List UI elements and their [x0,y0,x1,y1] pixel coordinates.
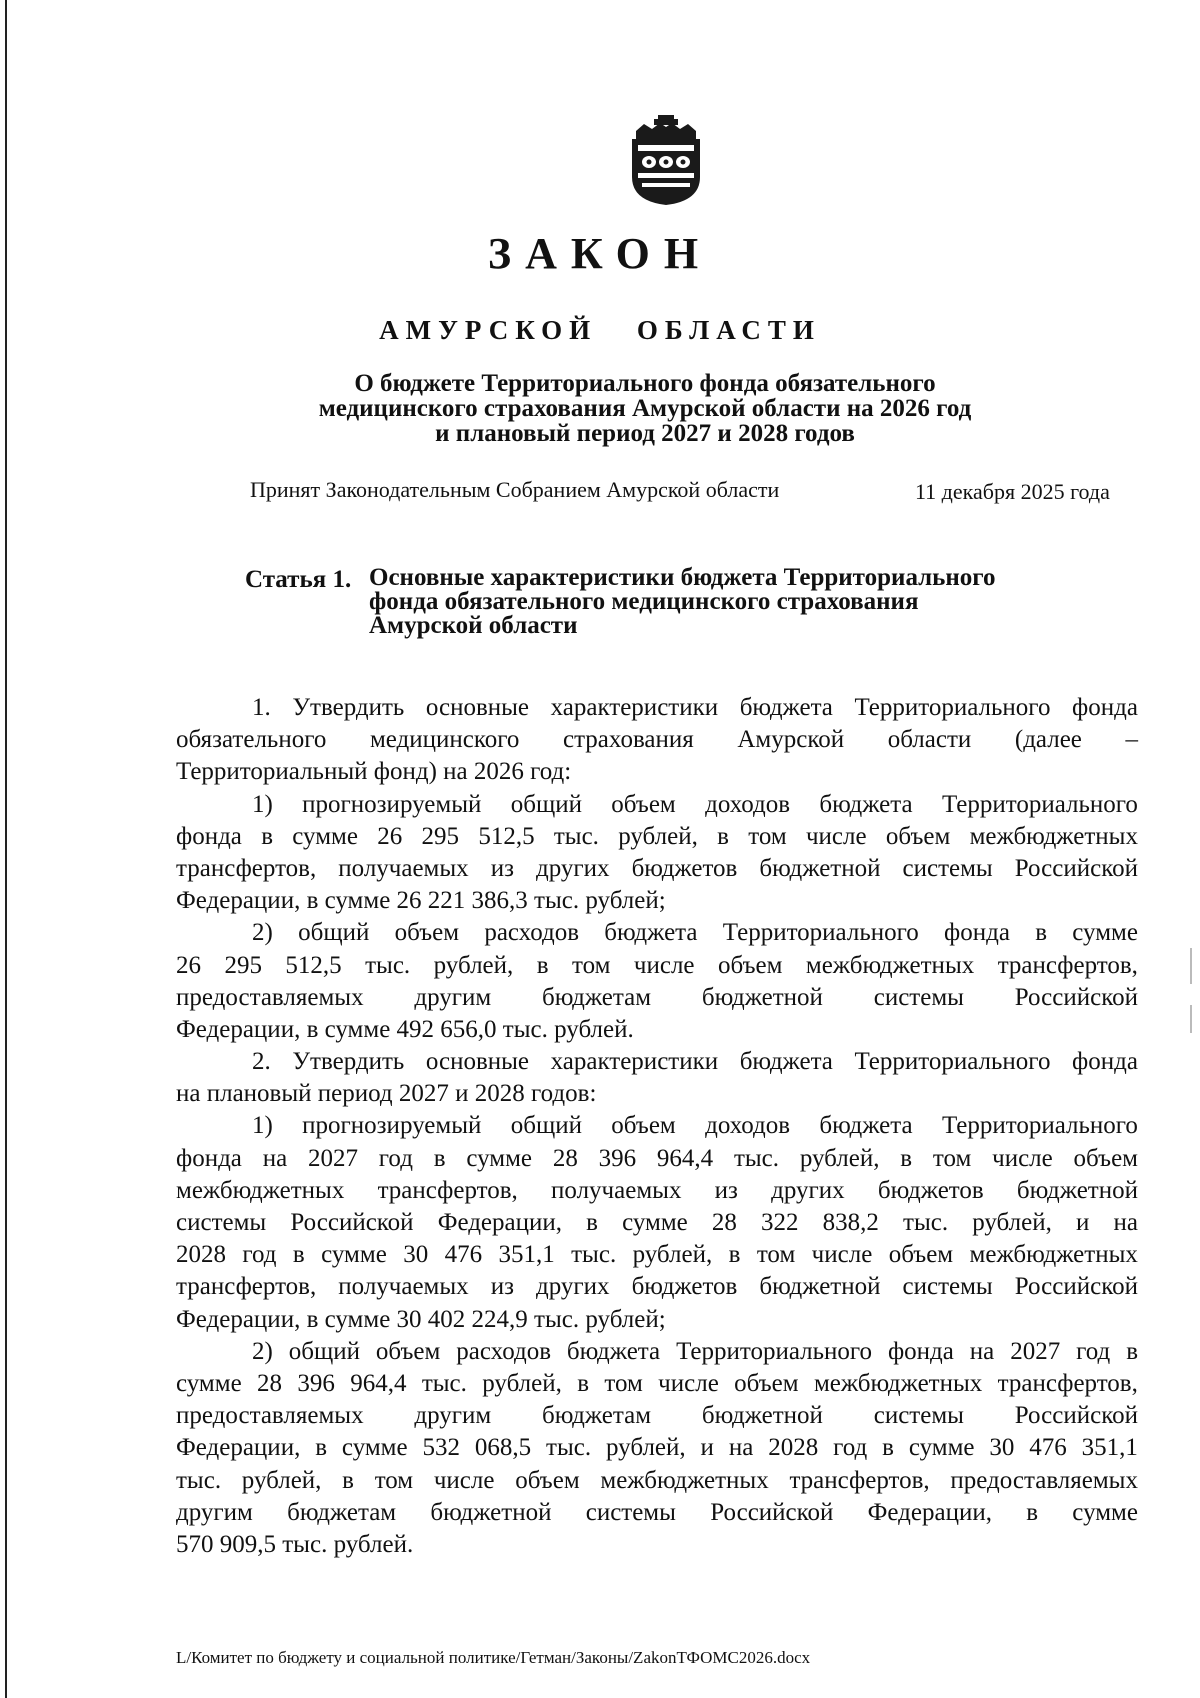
body-word: 838,2 [822,1209,879,1236]
body-line [176,1497,1138,1529]
body-word: бюджета [819,790,913,818]
body-word: бюджетов [631,1273,738,1301]
body-word: тыс. [733,1144,780,1172]
body-word: числе [658,1369,719,1397]
law-title-line: О бюджете Территориального фонда обязательного [354,370,936,397]
body-word: общий [288,1337,360,1365]
body-line [176,950,1138,982]
body-word: и [700,1434,714,1462]
body-word: расходов [456,1337,551,1365]
coat-of-arms-icon [624,115,708,205]
body-word: системы [873,983,964,1011]
body-word: Территориального [941,1112,1138,1140]
body-word: бюджетам [287,1498,397,1526]
body-text: Территориальный фонд) на 2026 год: [176,758,572,786]
article-body [176,692,1138,1561]
body-word: сумме [466,1144,533,1172]
body-word: в [586,1209,598,1236]
body-word: расходов [484,919,580,947]
body-line [176,1014,1138,1046]
body-word: 295 [421,822,460,850]
body-word: объем [394,919,460,947]
body-word: объем [375,1337,441,1365]
body-word: сумме [341,1434,408,1462]
body-word: том [572,951,611,979]
body-line [176,982,1138,1014]
body-word: основные [425,694,530,721]
body-word: в [900,1144,913,1172]
body-line [176,1400,1138,1432]
body-word: 28 [711,1209,737,1236]
body-word: 2) [252,919,273,947]
article-title-line: Основные характеристики бюджета Территориального [369,564,996,591]
document-type: ЗАКОН [487,229,713,278]
body-word: общий [510,1112,582,1140]
law-title-line: и плановый период 2027 и 2028 годов [435,420,855,447]
body-word: Утвердить [292,694,405,721]
body-word: в [577,1369,590,1397]
article-title-line: Амурской области [369,612,578,639]
body-word: межбюджетных [969,822,1138,850]
adopted-date: 11 декабря 2025 года [915,479,1110,504]
body-word: бюджета [604,919,698,947]
body-word: характеристики [550,694,719,721]
body-word: в [315,1434,328,1462]
body-word: 2) [252,1337,273,1365]
body-line [176,1207,1138,1239]
body-word: Территориального [854,694,1051,721]
body-word: Российской [710,1498,834,1526]
body-word: бюджета [566,1337,661,1365]
body-word: бюджетной [430,1498,552,1526]
body-line [176,692,1138,724]
body-word: тыс. [546,1434,592,1462]
body-line [176,1336,1138,1368]
body-word: в [1035,919,1048,947]
body-word: Федерации, [176,1434,301,1462]
body-word: в [536,951,549,979]
body-word: бюджетов [877,1176,984,1204]
body-word: 532 [422,1434,460,1462]
body-line [176,885,1138,917]
article-label: Статья 1. [245,566,352,593]
body-word: 512,5 [478,822,535,850]
body-word: межбюджетных [176,1176,345,1204]
body-word: сумме [1072,919,1138,947]
body-word: сумме [908,1434,975,1462]
body-word: 322 [761,1209,799,1236]
body-word: бюджетам [542,983,652,1011]
body-word: рублей, [241,1466,322,1494]
body-word: Российской [290,1209,414,1236]
body-word: числе [992,1144,1053,1172]
body-word: трансфертов, [176,1273,317,1301]
body-word: на [1113,1209,1138,1236]
body-word: фонда [887,1337,954,1365]
body-line [176,1271,1138,1303]
body-word: бюджета [819,1112,913,1140]
body-word: 512,5 [285,951,342,979]
body-word: получаемых [551,1176,682,1204]
body-word: доходов [705,790,791,818]
body-word: в [342,1466,354,1494]
body-word: (далее [1014,726,1082,754]
body-word: из [490,854,514,882]
body-line [176,789,1138,821]
body-word: сумме [176,1369,242,1397]
body-word: объем [885,822,951,850]
law-title-line: медицинского страхования Амурской области на 2026 год [318,395,972,422]
body-line [176,853,1138,885]
adopted-by: Принят Законодательным Собранием Амурской области [250,477,780,502]
body-line [176,1529,1138,1561]
body-word: трансфертов, [377,1176,518,1204]
body-word: 28 [257,1369,283,1397]
body-word: доходов [705,1112,791,1140]
body-word: прогнозируемый [302,1112,482,1140]
body-word: 2. [252,1048,271,1076]
body-line [176,1143,1138,1175]
body-word: в [1126,1337,1138,1365]
body-word: 1. [252,694,271,721]
body-word: получаемых [338,854,469,882]
body-word: Территориального [854,1048,1051,1076]
body-word: бюджетной [701,983,823,1011]
body-word: Территориального [941,790,1138,818]
body-word: 068,5 [474,1434,532,1462]
body-word: тыс. [903,1209,949,1236]
body-word: тыс. [176,1466,222,1494]
body-line [176,1175,1138,1207]
body-word: в [1026,1498,1039,1526]
body-line [176,821,1138,853]
body-word: том [604,1369,643,1397]
body-word: системы [176,1209,267,1236]
body-word: год [1076,1337,1111,1365]
body-line [176,724,1138,756]
body-word: в [261,822,273,850]
body-text: Федерации, в сумме 492 656,0 тыс. рублей. [176,1015,634,1043]
body-word: из [490,1273,514,1301]
body-word: тыс. [365,951,411,979]
body-word: Российской [1014,854,1138,882]
article-title-line: фонда обязательного медицинского страхования [369,588,919,615]
body-word: 2027 [307,1144,358,1172]
body-word: сумме [321,1241,387,1269]
body-word: бюджета [739,1048,833,1076]
body-word: 2027 [1010,1337,1061,1365]
body-word: межбюджетных [600,1466,769,1494]
body-word: другим [414,1402,492,1430]
body-word: 476 [1029,1434,1067,1462]
body-word: предоставляемых [176,1402,364,1430]
body-word: характеристики [550,1048,719,1076]
body-word: получаемых [338,1273,469,1301]
body-word: тыс. [571,1241,617,1269]
body-word: 351,1 [1081,1434,1138,1462]
body-word: сумме [622,1209,688,1236]
body-word: год [378,1144,413,1172]
body-word: в [728,1241,741,1269]
body-word: – [1125,726,1138,754]
body-word: бюджета [739,694,833,721]
file-path-footer: L/Комитет по бюджету и социальной политике/Гетман/Законы/ZakonТФОМС2026.docx [176,1648,811,1667]
body-word: сумме [1072,1498,1138,1526]
body-word: фонда [1072,1048,1138,1076]
body-word: 295 [224,951,262,979]
body-word: межбюджетных [813,1369,983,1397]
body-word: рублей, [632,1241,713,1269]
body-word: медицинского [369,726,520,754]
body-word: 1) [252,1112,273,1140]
body-word: системы [902,854,993,882]
body-word: Российской [1014,1402,1138,1430]
body-word: 30 [403,1241,429,1269]
body-word: 30 [989,1434,1015,1462]
body-word: рублей, [799,1144,880,1172]
body-word: 396 [297,1369,335,1397]
body-text: Федерации, в сумме 30 402 224,9 тыс. рублей; [176,1305,666,1333]
body-line [176,1046,1138,1078]
body-word: предоставляемых [176,983,364,1011]
body-word: предоставляемых [950,1466,1138,1494]
body-line [176,1239,1138,1271]
body-word: бюджетной [701,1402,823,1430]
body-word: рублей, [972,1209,1052,1236]
body-word: том [932,1144,972,1172]
body-word: тыс. [421,1369,467,1397]
body-word: год [833,1434,868,1462]
body-word: объем [611,1112,676,1140]
body-word: трансфертов, [997,1369,1138,1397]
article-title [369,566,996,638]
body-word: числе [805,822,867,850]
body-line [176,1078,1138,1110]
body-word: объем [734,1369,799,1397]
body-word: системы [585,1498,676,1526]
body-word: Российской [1014,983,1138,1011]
body-word: 2028 [176,1241,226,1269]
body-word: фонда [944,919,1010,947]
body-word: системы [873,1402,964,1430]
body-word: рублей, [618,822,698,850]
body-line [176,1304,1138,1336]
body-text: Федерации, в сумме 26 221 386,3 тыс. рублей; [176,887,666,915]
body-word: в [292,1241,305,1269]
law-title [240,371,1050,446]
body-word: том [374,1466,414,1494]
body-word: Территориального [676,1337,873,1365]
body-word: Амурской [737,726,845,754]
body-word: Утвердить [292,1048,405,1076]
body-line [176,1110,1138,1142]
body-word: на [262,1144,288,1172]
body-word: бюджетной [759,854,881,882]
body-word: на [728,1434,754,1462]
body-word: рублей, [433,951,514,979]
body-word: 28 [552,1144,578,1172]
scan-right-mark [1190,948,1192,984]
body-word: другим [414,983,492,1011]
body-word: объем [1073,1144,1138,1172]
body-word: и [1075,1209,1090,1236]
body-word: числе [811,1241,873,1269]
body-word: тыс. [553,822,599,850]
body-word: 26 [377,822,403,850]
body-word: объем [611,790,676,818]
body-word: 476 [444,1241,483,1269]
body-word: страхования [562,726,694,754]
body-word: в [882,1434,894,1462]
body-word: 1) [252,790,273,818]
body-word: трансфертов, [789,1466,930,1494]
body-word: других [771,1176,845,1204]
body-word: других [536,1273,610,1301]
body-word: Российской [1014,1273,1138,1301]
body-word: другим [176,1498,253,1526]
body-word: 351,1 [498,1241,555,1269]
body-word: объем [515,1466,580,1494]
body-word: год [242,1241,277,1269]
body-word: трансфертов, [997,951,1138,979]
body-word: фонда [1072,694,1138,721]
body-word: сумме [292,822,358,850]
body-word: бюджетам [542,1402,652,1430]
body-word: межбюджетных [969,1241,1138,1269]
body-word: основные [425,1048,530,1076]
body-word: объем [888,1241,954,1269]
body-line [176,1432,1138,1464]
body-word: бюджетной [1016,1176,1138,1204]
body-word: области [887,726,972,754]
body-word: общий [510,790,582,818]
body-word: других [536,854,610,882]
body-word: Территориального [722,919,919,947]
body-word: объем [717,951,783,979]
body-word: том [756,1241,796,1269]
body-line [176,1368,1138,1400]
body-word: 26 [176,951,201,979]
body-word: бюджетной [759,1273,881,1301]
body-word: рублей, [482,1369,562,1397]
body-line [176,1465,1138,1497]
body-word: фонда [176,822,242,850]
body-word: 964,4 [656,1144,714,1172]
body-word: системы [902,1273,993,1301]
body-word: Федерации, [867,1498,992,1526]
body-word: бюджетов [631,854,738,882]
body-word: числе [633,951,695,979]
body-word: обязательного [176,726,327,754]
body-word: 2028 [768,1434,819,1462]
body-word: рублей, [606,1434,686,1462]
body-word: трансфертов, [176,854,317,882]
body-word: из [714,1176,738,1204]
body-word: в [433,1144,446,1172]
scan-right-mark [1190,1005,1192,1033]
issuing-region: АМУРСКОЙ ОБЛАСТИ [379,315,821,345]
body-line [176,917,1138,949]
body-word: на [969,1337,995,1365]
body-word: общий [298,919,370,947]
body-line [176,756,1138,788]
body-word: Федерации, [437,1209,563,1236]
body-word: числе [433,1466,495,1494]
body-word: прогнозируемый [302,790,482,818]
body-text: на плановый период 2027 и 2028 годов: [176,1080,597,1108]
body-word: фонда [176,1144,242,1172]
body-word: том [748,822,787,850]
body-word: 964,4 [350,1369,407,1397]
body-text: 570 909,5 тыс. рублей. [176,1530,414,1558]
body-word: в [717,822,729,850]
body-word: 396 [598,1144,637,1172]
body-word: межбюджетных [805,951,975,979]
